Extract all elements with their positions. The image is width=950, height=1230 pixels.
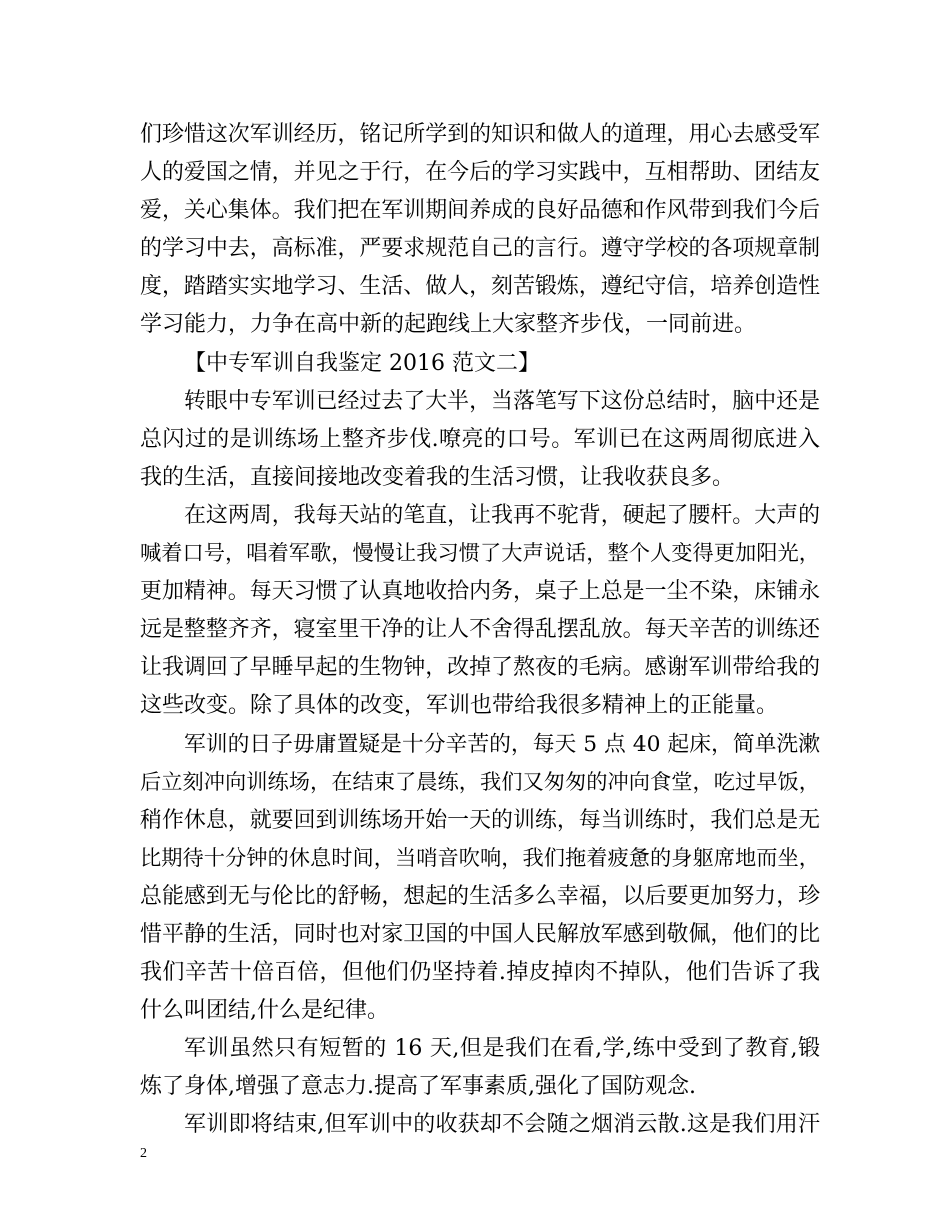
text-line: 比期待十分钟的休息时间，当哨音吹响，我们拖着疲惫的身躯席地而坐，: [140, 845, 821, 871]
text-line: 军训即将结束,但军训中的收获却不会随之烟消云散.这是我们用汗: [184, 1112, 820, 1138]
document-body: [140, 116, 820, 1145]
text-line: 学习能力，力争在高中新的起跑线上大家整齐步伐，一同前进。: [140, 312, 757, 338]
text-line: 总能感到无与伦比的舒畅，想起的生活多么幸福，以后要更加努力，珍: [140, 883, 821, 909]
text-line: 我的生活，直接间接地改变着我的生活习惯，让我收获良多。: [140, 464, 735, 490]
text-line: 喊着口号，唱着军歌，慢慢让我习惯了大声说话，整个人变得更加阳光，: [140, 541, 821, 567]
text-line: 军训的日子毋庸置疑是十分辛苦的，每天 5 点 40 起床，简单洗漱: [184, 731, 820, 757]
text-line: 爱，关心集体。我们把在军训期间养成的良好品德和作风带到我们今后: [140, 198, 821, 224]
text-line: 的学习中去，高标准，严要求规范自己的言行。遵守学校的各项规章制: [140, 236, 821, 262]
text-line: 我们辛苦十倍百倍，但他们仍坚持着.掉皮掉肉不掉队，他们告诉了我: [140, 960, 820, 986]
text-line: 军训虽然只有短暂的 16 天,但是我们在看,学,练中受到了教育,锻: [184, 1036, 820, 1062]
page-number: 2: [140, 1146, 147, 1161]
text-line: 惜平静的生活，同时也对家卫国的中国人民解放军感到敬佩，他们的比: [140, 921, 821, 947]
text-line: 稍作休息，就要回到训练场开始一天的训练，每当训练时，我们总是无: [140, 807, 821, 833]
text-line: 转眼中专军训已经过去了大半，当落笔写下这份总结时，脑中还是: [184, 388, 820, 414]
text-line: 后立刻冲向训练场，在结束了晨练，我们又匆匆的冲向食堂，吃过早饭，: [140, 769, 821, 795]
text-line: 度，踏踏实实地学习、生活、做人，刻苦锻炼，遵纪守信，培养创造性: [140, 274, 821, 300]
text-line: 人的爱国之情，并见之于行，在今后的学习实践中，互相帮助、团结友: [140, 160, 821, 186]
text-line: 什么叫团结,什么是纪律。: [140, 998, 389, 1024]
text-line: 们珍惜这次军训经历，铭记所学到的知识和做人的道理，用心去感受军: [140, 122, 821, 147]
text-line: 在这两周，我每天站的笔直，让我再不驼背，硬起了腰杆。大声的: [184, 502, 820, 528]
text-line: 更加精神。每天习惯了认真地收拾内务，桌子上总是一尘不染，床铺永: [140, 579, 821, 605]
text-line: 让我调回了早睡早起的生物钟，改掉了熬夜的毛病。感谢军训带给我的: [140, 655, 821, 681]
text-line: 这些改变。除了具体的改变，军训也带给我很多精神上的正能量。: [140, 693, 779, 719]
text-line: 【中专军训自我鉴定 2016 范文二】: [184, 350, 540, 376]
text-line: 远是整整齐齐，寝室里干净的让人不舍得乱摆乱放。每天辛苦的训练还: [140, 617, 821, 643]
text-line: 炼了身体,增强了意志力.提高了军事素质,强化了国防观念.: [140, 1074, 696, 1100]
text-line: 总闪过的是训练场上整齐步伐.嘹亮的口号。军训已在这两周彻底进入: [140, 426, 820, 452]
